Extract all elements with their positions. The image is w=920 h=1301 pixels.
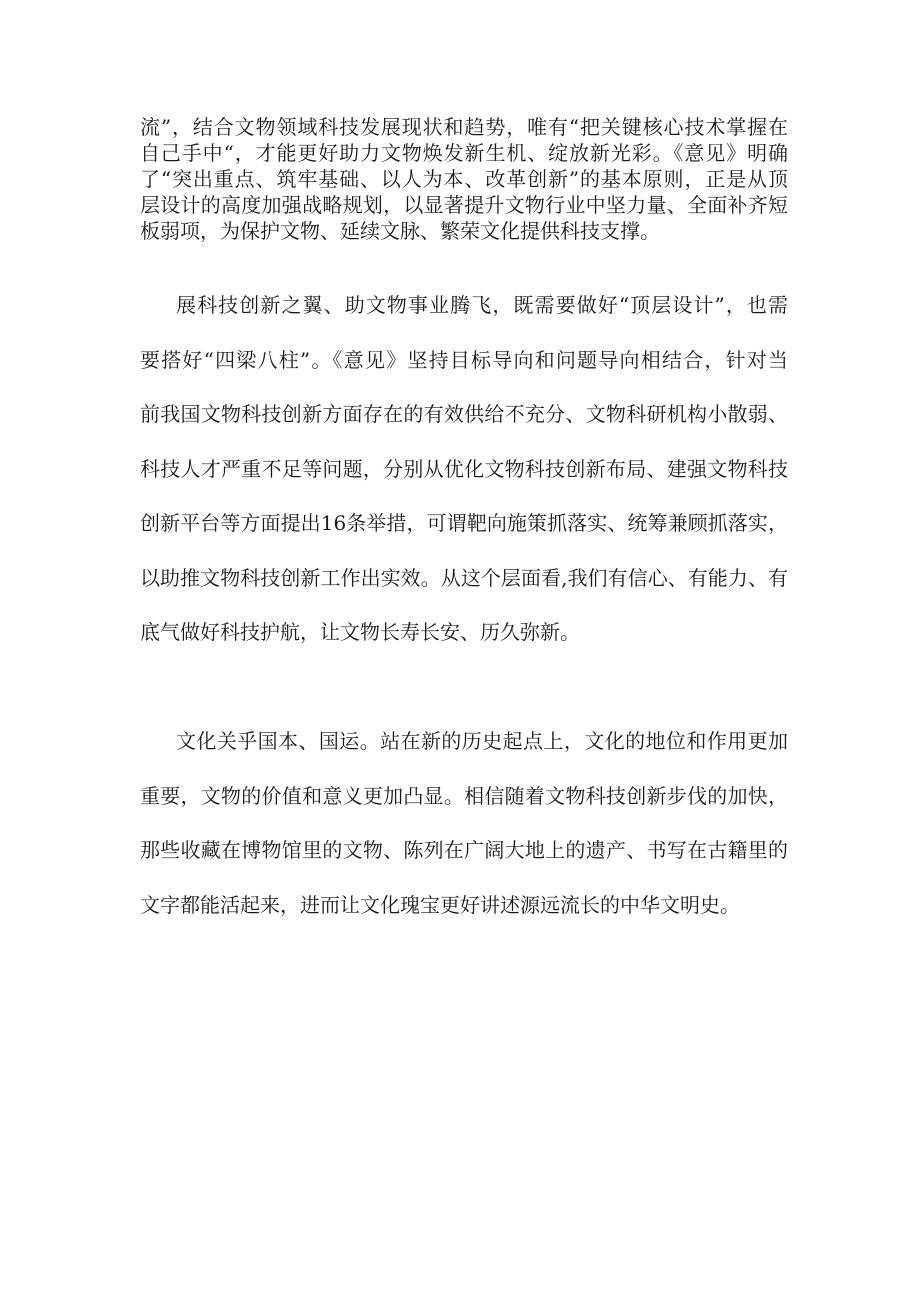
paragraph-line: 展科技创新之翼、助文物事业腾飞，既需要做好“顶层设计”，也需 [176,293,788,317]
paragraph-line: 重要，文物的价值和意义更加凸显。相信随着文物科技创新步伐的加快， [140,783,788,808]
paragraph-line: 前我国文物科技创新方面存在的有效供给不充分、文物科研机构小散弱、 [140,402,788,426]
paragraph-line: 流”，结合文物领域科技发展现状和趋势，唯有“把关键核心技术掌握在 [140,115,788,139]
paragraph-line: 要搭好“四梁八柱”。《意见》坚持目标导向和问题导向相结合，针对当 [140,347,788,372]
paragraph-line: 创新平台等方面提出16条举措，可谓靶向施策抓落实、统筹兼顾抓落实， [140,511,788,535]
paragraph-line: 自己手中“，才能更好助力文物焕发新生机、绽放新光彩。《意见》明确 [140,141,788,165]
paragraph-line: 板弱项，为保护文物、延续文脉、繁荣文化提供科技支撑。 [140,219,660,243]
paragraph-3 [140,726,788,944]
paragraph-line: 层设计的高度加强战略规划，以显著提升文物行业中坚力量、全面补齐短 [140,193,788,217]
paragraph-line: 那些收藏在博物馆里的文物、陈列在广阔大地上的遗产、书写在古籍里的 [140,838,788,862]
paragraph-1 [140,114,788,244]
paragraph-2 [140,290,788,672]
paragraph-line: 底气做好科技护航，让文物长寿长安、历久弥新。 [140,620,580,644]
paragraph-line: 文字都能活起来，进而让文化瑰宝更好讲述源远流长的中华文明史。 [140,892,740,917]
paragraph-line: 科技人才严重不足等问题，分别从优化文物科技创新布局、建强文物科技 [140,456,788,481]
paragraph-line: 文化关乎国本、国运。站在新的历史起点上，文化的地位和作用更加 [176,729,788,753]
paragraph-line: 了“突出重点、筑牢基础、以人为本、改革创新”的基本原则，正是从顶 [140,167,788,191]
paragraph-line: 以助推文物科技创新工作出实效。从这个层面看,我们有信心、有能力、有 [140,565,788,590]
